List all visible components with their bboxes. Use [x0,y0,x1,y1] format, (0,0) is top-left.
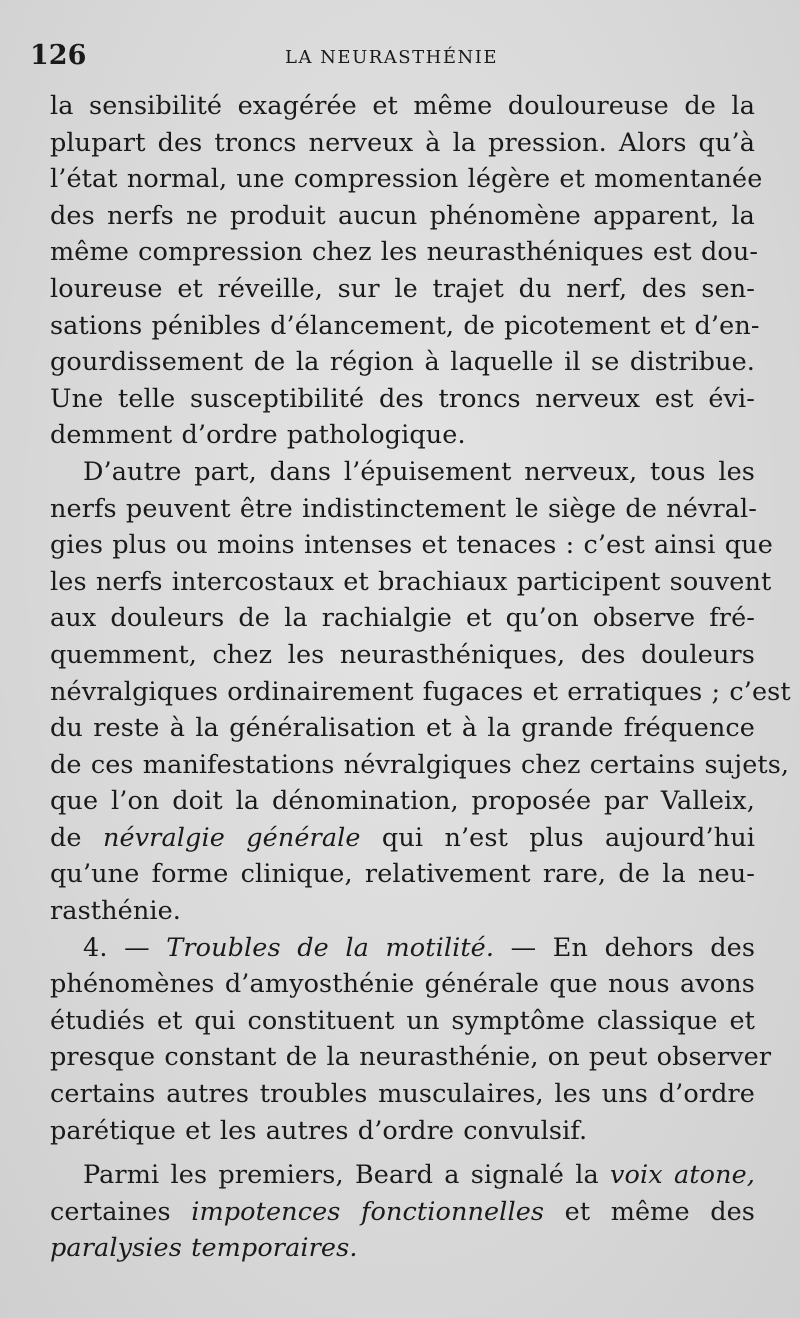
text-line: les nerfs intercostaux et brachiaux participent souvent [50,566,772,597]
text-line: gourdissement de la région à laquelle il se distribue. [50,347,755,378]
text-line: loureuse et réveille, sur le trajet du nerf, des sen- [50,273,755,304]
text-line-with-italic [50,820,755,857]
text-line: étudiés et qui constituent un symptôme classique et [50,1005,755,1036]
text-line: que l’on doit la dénomination, proposée par Valleix, [50,786,755,817]
text-line: aux douleurs de la rachialgie et qu’on observe fré- [50,603,755,634]
text-line: D’autre part, dans l’épuisement nerveux, tous les [83,456,755,487]
text-line: Une telle susceptibilité des troncs nerveux est évi- [50,383,755,414]
text-line: névralgiques ordinairement fugaces et erratiques ; c’est [50,676,791,707]
text-line: presque constant de la neurasthénie, on peut observer [50,1042,772,1073]
text-line: gies plus ou moins intenses et tenaces : c’est ainsi que [50,530,773,561]
text-line-with-italic [50,1194,755,1231]
italic-term: névralgie générale [102,822,361,853]
page-header [30,40,760,80]
paragraph-3 [50,930,772,1150]
italic-term: paralysies temporaires. [50,1233,358,1264]
text-run: de [50,822,103,853]
text-line: plupart des troncs nerveux à la pression. Alors qu’à [50,127,755,158]
italic-term: voix atone, [610,1160,755,1191]
text-run: certaines [50,1196,192,1227]
paragraph-4 [50,1157,755,1267]
text-line: des nerfs ne produit aucun phénomène apparent, la [50,200,755,231]
text-line: même compression chez les neurasthéniques est dou- [50,237,759,268]
text-run: — En dehors des [494,932,756,963]
page-number: 126 [30,40,87,71]
text-line: du reste à la généralisation et à la grande fréquence [50,713,755,744]
text-line-with-italic [50,1157,755,1194]
text-line: demment d’ordre pathologique. [50,420,466,451]
section-title: Troubles de la motilité. [166,932,495,963]
text-line: quemment, chez les neurasthéniques, des douleurs [50,639,755,670]
section-number: 4. — [83,932,167,963]
text-run: Parmi les premiers, Beard a signalé la [83,1160,611,1191]
text-run: et même des [544,1196,755,1227]
paragraph-2 [50,454,791,930]
text-line-with-italic [50,1230,755,1267]
paragraph-1 [50,88,763,454]
text-line: sations pénibles d’élancement, de picotement et d’en- [50,310,760,341]
text-line: rasthénie. [50,896,182,927]
text-line: la sensibilité exagérée et même douloureuse de la [50,91,755,121]
text-line: parétique et les autres d’ordre convulsif. [50,1115,588,1146]
text-line: l’état normal, une compression légère et momentanée [50,164,763,195]
section-heading-line [50,930,755,967]
text-run: qui n’est plus aujourd’hui [360,822,755,853]
body-text [50,88,791,1267]
text-line: qu’une forme clinique, relativement rare, de la neu- [50,859,755,890]
text-line: certains autres troubles musculaires, les uns d’ordre [50,1079,755,1110]
text-line: phénomènes d’amyosthénie générale que nous avons [50,969,755,1000]
text-line: de ces manifestations névralgiques chez certains sujets, [50,749,790,780]
running-head: LA NEURASTHÉNIE [285,47,498,68]
text-line: nerfs peuvent être indistinctement le siège de névral- [50,493,758,524]
italic-term: impotences fonctionnelles [191,1196,545,1227]
